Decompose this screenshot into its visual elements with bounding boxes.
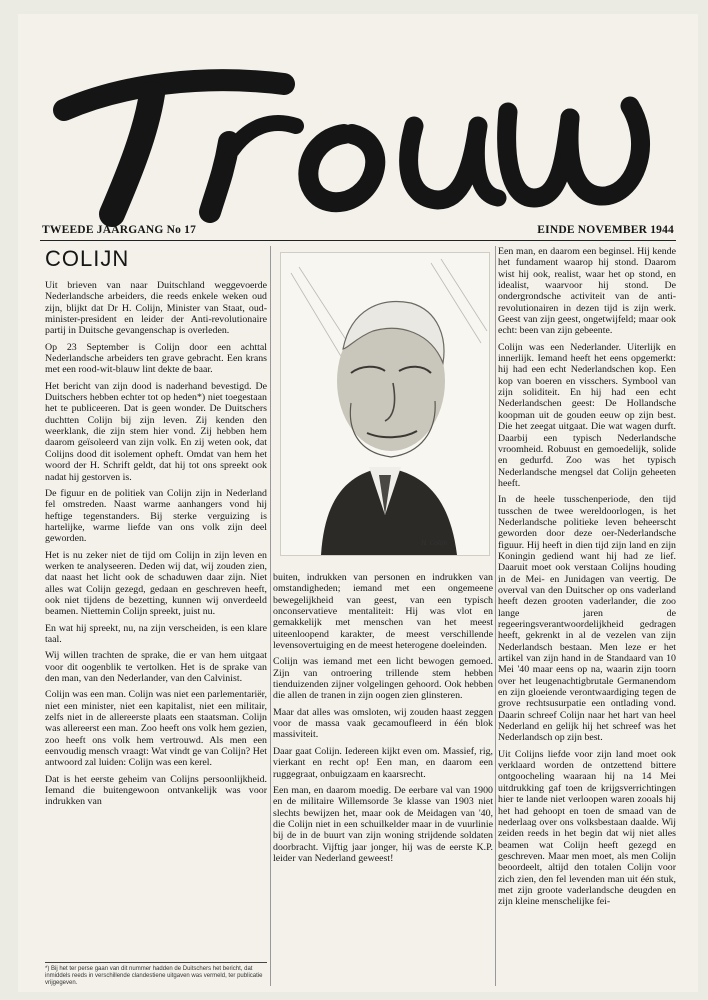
paragraph: De figuur en de politiek van Colijn zijn in Nederland fel omstreden. Naast warme aanhangers vond hij heftige tegenstanders. Bij sterke verguizing is hartelijke, warme liefde van ons volk zijn deel geworden. — [45, 487, 267, 545]
paragraph: buiten, indrukken van personen en indrukken van omstandigheden; iemand met een ongemeene bewegelijkheid van geest, van een typisch onconservatieve mentaliteit: Hij was vlot en gemakkelijk met menschen van het meest uiteenloopend karakter, de meest verschillende levensovertuiging en de meest heterogene doeleinden. — [273, 572, 493, 652]
paragraph: En wat hij spreekt, nu, na zijn verscheiden, is een klare taal. — [45, 622, 267, 645]
column-divider — [495, 246, 496, 986]
article-column-1 — [45, 246, 267, 986]
paragraph: Colijn was een Nederlander. Uiterlijk en innerlijk. Iemand heeft het eens opgemerkt: hij had een echt Nederlandschen kop. Een kop van boeren en visschers. Symbool van zijn soliditeit. En hij had een echt Nederlandschen geest: De Hollandsche koopman uit de gouden eeuw op zijn best. Die het zeegat uitgaat. Die wat wagen durft. Daarbij een typisch Nederlandsche vroomheid. Robuust en gemoedelijk, solide en gedurfd. Zoo was het typisch Nederlandsche mengsel dat Colijn geheeten heeft. — [498, 341, 676, 489]
paragraph: Een man, en daarom moedig. De eerbare val van 1900 en de militaire Willemsorde 3e klasse van 1903 niet slechts bewijzen het, maar ook de Meidagen van '40, die Colijn niet in een schuilkelder maar in de vuurlinie bij de in de buurt van zijn woning strijdende soldaten doorbracht. Vijftig jaar jonger, hij was de eerste K.P. leider van Nederland geweest! — [273, 784, 493, 864]
article-headline: COLIJN — [45, 246, 130, 271]
portrait-signature: H. Colijn — [421, 539, 448, 547]
paragraph: Dat is het eerste geheim van Colijns persoonlijkheid. Iemand die buitengewoon ontvankelijk was voor indrukken van — [45, 773, 267, 808]
date-label: EINDE NOVEMBER 1944 — [537, 224, 674, 236]
paragraph: Maar dat alles was omsloten, wij zouden haast zeggen voor de massa vaak gecamoufleerd in één blok massiviteit. — [273, 706, 493, 741]
header-rule — [40, 240, 676, 241]
paragraph: Daar gaat Colijn. Iedereen kijkt even om. Massief, rig, vierkant en recht op! Een man, en daarom een ruggegraat, onbuigzaam en kaarsrecht. — [273, 745, 493, 780]
paragraph: Op 23 September is Colijn door een achttal Nederlandsche arbeiders ten grave gebracht. Een krans met een rood-wit-blauw lint dekte de baar. — [45, 341, 267, 376]
paragraph: Colijn was een man. Colijn was niet een parlementariër, niet een minister, niet een kapitalist, niet een militair, zelfs niet in de allereerste plaats een staatsman. Colijn was allereerst een man. Zoo heeft ons volk hem gezien, zoo heeft ons volk hem vertrouwd. Als men een eenvoudig mensch vraagt: Wat vindt ge van Colijn? Het antwoord zal luiden: Colijn was een kerel. — [45, 689, 267, 769]
paragraph: In de heele tusschenperiode, den tijd tusschen de twee wereldoorlogen, is het Nederlandsche politieke leven beheerscht geworden door deze oer-Nederlandsche figuur. Hij heeft in dien tijd zijn land en zijn Koningin gediend want hij had ze lief. Daaruit moet ook verstaan Colijns houding in de Mei- en Junidagen van veertig. De overval van den Duitscher op ons vaderland heeft dezen grooten vaderlander, die zoo lange jaren de regeeringsverantwoordelijkheid gedragen heeft, gekrenkt in al de vezelen van zijn Nederlandsch bestaan. Men leze er het artikel van zijn hand in de Standaard van 10 Mei '40 maar eens op na, waarin zijn toorn over het leugenachtigbrutale Germanendom en zijn gloeiende verontwaardiging tegen de grove rechtsusurpatie een ontlading vond. Daarin schreef Colijn naar het hart van heel Nederland en gelijk hij het schreef was het Nederlandsch op zijn best. — [498, 494, 676, 744]
column-divider — [270, 246, 271, 986]
paragraph: Wij willen trachten de sprake, die er van hem uitgaat voor dit oogenblik te vertolken. Het is de sprake van den man, van den Nederlander, van den Calvinist. — [45, 650, 267, 684]
paragraph: Het bericht van zijn dood is naderhand bevestigd. De Duitschers hebben echter tot op heden*) niet toegestaan het te publiceeren. Dat is geen wonder. De Duitschers duchtten Colijn bij zijn leven. Zij kenden den weerklank, die zijn stem hier vond. Zij hebben hem daarom geïsoleerd van zijn volk. En zij weten ook, dat Colijns dood dit isolement opheft. Omdat van hem het woord der H. Schrift geldt, dat hij tot ons spreekt ook nadat hij gestorven is. — [45, 380, 267, 483]
paragraph: Een man, en daarom een beginsel. Hij kende het fundament waarop hij stond. Daarom wist hij ook, realist, waar het op stond, en idealist, waarvoor hij stond. De ondergrondsche activiteit van de anti-revolutionairen in dezen tijd is zijn werk. Geest van zijn geest, ongetwijfeld; maar ook echt: been van zijn gebeente. — [498, 246, 676, 337]
trouw-wordmark — [34, 22, 674, 232]
edition-label: TWEEDE JAARGANG No 17 — [42, 224, 197, 236]
paragraph: Uit Colijns liefde voor zijn land moet ook verklaard worden de ontzettend bittere ontgoocheling waaraan hij na 14 Mei uitdrukking gaf toen de krijgsverrichtingen hier te lande niet verloopen waren zooals hij het had gehoopt en toen de smaad van de nederlaag over ons volksbestaan daalde. Wij zeiden reeds in het begin dat wij niet alles beamen wat Colijn heeft gezegd en geschreven. Maar men moet, als men Colijn beoordeelt, altijd den totalen Colijn voor zich zien, den fel levenden man uit één stuk, met zijn groote vaderlandsche deugden en zijn kleine menschelijke fei- — [498, 748, 676, 908]
masthead-title: Trouw — [34, 22, 38, 23]
colijn-portrait — [280, 252, 490, 556]
newspaper-page — [18, 14, 698, 992]
footnote: *) Bij het ter perse gaan van dit nummer hadden de Duitschers het bericht, dat inmiddels reeds in verschillende clandestiene uitgaven was vermeld, ter publicatie vrijgegeven. — [45, 962, 267, 987]
portrait-drawing — [281, 253, 489, 555]
masthead-logo — [34, 22, 674, 232]
paragraph: Colijn was iemand met een licht bewogen gemoed. Zijn van ontroering trillende stem hebben tienduizenden zijner volgelingen gehoord. Ook hebben die allen de tranen in zijn oogen zien glinsteren. — [273, 656, 493, 702]
article-column-2 — [273, 572, 493, 984]
paragraph: Het is nu zeker niet de tijd om Colijn in zijn leven en werken te analyseeren. Deden wij dat, wij zouden zien, dat naast het licht ook de schaduwen daar zijn. Niet alles wat Colijn gezegd, gedaan en geschreven heeft, ook niet tijdens de bezetting, kunnen wij onverdeeld beamen. Niettemin Colijn spreekt, juist nu. — [45, 549, 267, 618]
article-column-3 — [498, 246, 676, 986]
paragraph: Uit brieven van naar Duitschland weggevoerde Nederlandsche arbeiders, die reeds enkele weken oud zijn, blijkt dat Dr H. Colijn, Minister van Staat, oud-minister-president en leider der Anti-revolutionaire partij in Duitsche gevangenschap is overleden. — [45, 280, 267, 337]
